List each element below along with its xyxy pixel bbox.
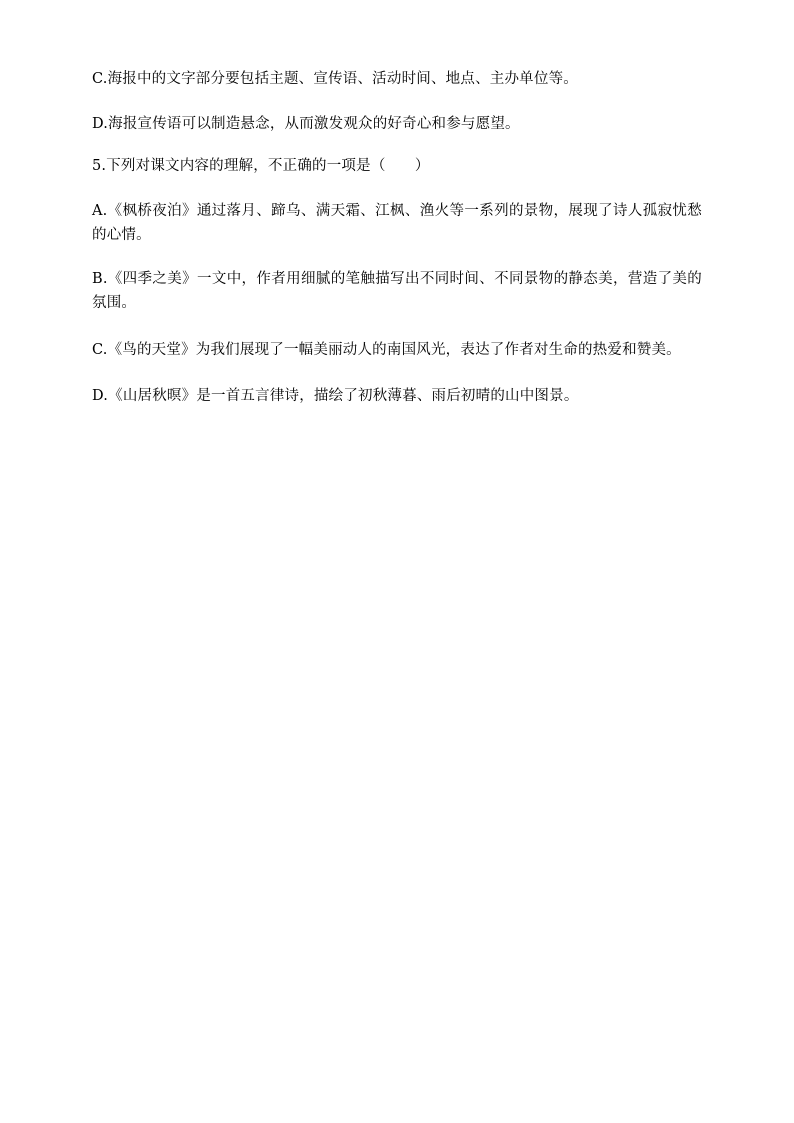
option-c-previous: C.海报中的文字部分要包括主题、宣传语、活动时间、地点、主办单位等。 (92, 71, 578, 87)
question-5-option-a: A.《枫桥夜泊》通过落月、蹄乌、满天霜、江枫、渔火等一系列的景物，展现了诗人孤寂忧愁的心情。 (92, 203, 702, 243)
option-d-previous: D.海报宣传语可以制造悬念，从而激发观众的好奇心和参与愿望。 (92, 116, 520, 132)
question-5-option-d: D.《山居秋暝》是一首五言律诗，描绘了初秋薄暮、雨后初晴的山中图景。 (92, 388, 579, 404)
question-content (92, 66, 704, 409)
question-5-option-b: B.《四季之美》一文中，作者用细腻的笔触描写出不同时间、不同景物的静态美，营造了美的氛围。 (92, 271, 702, 311)
question-5-stem: 5.下列对课文内容的理解，不正确的一项是（ ） (92, 158, 430, 174)
question-5-option-c: C.《鸟的天堂》为我们展现了一幅美丽动人的南国风光，表达了作者对生命的热爱和赞美。 (92, 342, 681, 358)
